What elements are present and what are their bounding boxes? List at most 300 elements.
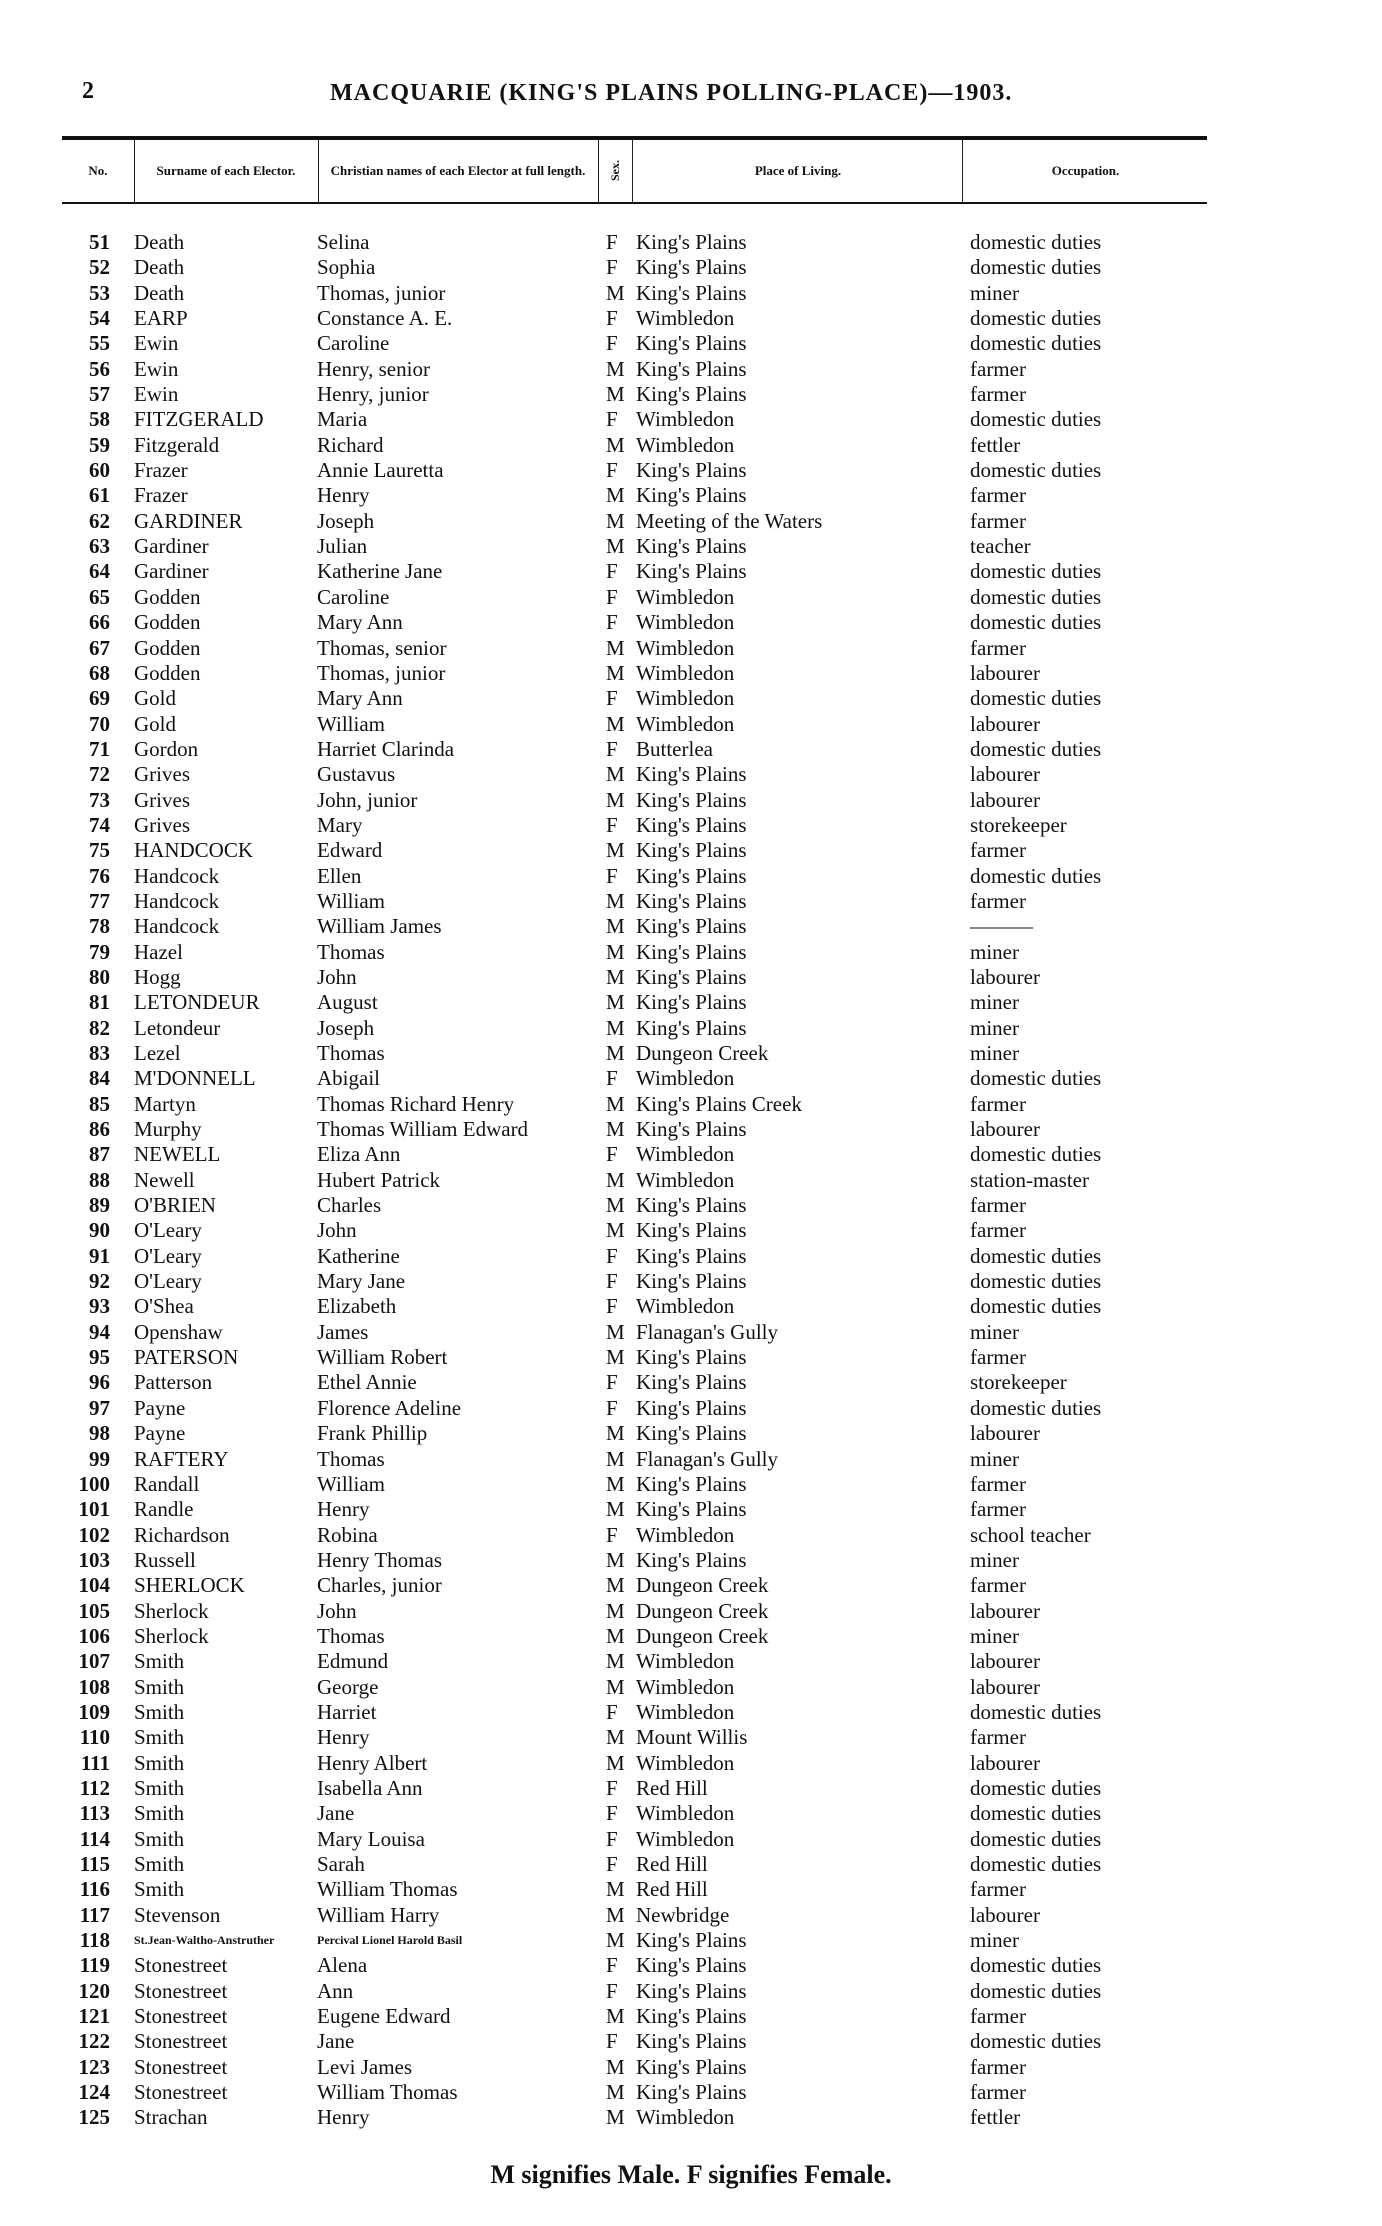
elector-sex: M	[606, 2105, 625, 2130]
elector-number: 97	[89, 1395, 110, 1420]
elector-sex: M	[606, 432, 625, 457]
elector-sex: F	[606, 255, 618, 280]
elector-place: Wimbledon	[636, 635, 735, 660]
table-row	[0, 1193, 1382, 1218]
elector-christian-names: Constance A. E.	[317, 306, 453, 331]
elector-christian-names: Thomas, junior	[317, 280, 446, 305]
elector-place: King's Plains	[636, 1395, 747, 1420]
elector-place: Dungeon Creek	[636, 1041, 769, 1065]
elector-sex: M	[606, 2080, 625, 2105]
table-row	[0, 1979, 1382, 2004]
elector-occupation: miner	[970, 1928, 1019, 1953]
elector-christian-names: Charles	[317, 1193, 382, 1218]
elector-surname: Godden	[134, 660, 201, 685]
elector-occupation: domestic duties	[970, 1801, 1102, 1826]
elector-place: King's Plains	[636, 280, 747, 305]
elector-occupation: farmer	[970, 483, 1026, 508]
elector-surname: Frazer	[134, 483, 188, 508]
elector-number: 68	[89, 660, 110, 685]
elector-sex: M	[606, 1041, 625, 1065]
elector-occupation: farmer	[970, 838, 1026, 863]
elector-place: Wimbledon	[636, 2105, 735, 2130]
elector-surname: Grives	[134, 787, 190, 812]
elector-surname: Richardson	[134, 1522, 230, 1547]
column-header-place: Place of Living.	[754, 163, 842, 178]
table-row	[0, 1827, 1382, 1852]
elector-number: 117	[79, 1902, 110, 1927]
column-divider	[962, 140, 963, 202]
elector-sex: F	[606, 331, 618, 356]
table-row	[0, 889, 1382, 914]
elector-surname: Death	[134, 230, 185, 254]
elector-surname: O'Shea	[134, 1294, 194, 1319]
elector-christian-names: Thomas William Edward	[317, 1117, 529, 1142]
elector-christian-names: Charles, junior	[317, 1573, 442, 1598]
elector-number: 58	[89, 407, 110, 432]
elector-christian-names: Mary Louisa	[317, 1826, 425, 1851]
elector-christian-names: Thomas, senior	[317, 635, 447, 660]
elector-place: Wimbledon	[636, 1522, 735, 1547]
elector-number: 94	[89, 1319, 110, 1344]
elector-place: King's Plains	[636, 2004, 747, 2029]
table-row	[0, 1142, 1382, 1167]
elector-sex: M	[606, 1193, 625, 1218]
elector-christian-names: Harriet Clarinda	[317, 736, 455, 761]
elector-surname: Godden	[134, 584, 201, 609]
elector-christian-names: Joseph	[317, 1015, 375, 1040]
elector-christian-names: Sarah	[317, 1852, 365, 1876]
table-row	[0, 1877, 1382, 1902]
elector-christian-names: Selina	[317, 230, 370, 254]
elector-sex: M	[606, 1117, 625, 1142]
elector-surname: Gold	[134, 711, 176, 736]
elector-surname: Smith	[134, 1750, 185, 1775]
elector-sex: M	[606, 838, 625, 863]
elector-sex: M	[606, 2054, 625, 2079]
elector-number: 100	[78, 1471, 110, 1496]
elector-sex: F	[606, 1142, 618, 1167]
elector-sex: F	[606, 686, 618, 711]
elector-occupation: miner	[970, 1015, 1019, 1040]
elector-occupation: domestic duties	[970, 610, 1102, 635]
elector-surname: Ewin	[134, 382, 179, 407]
elector-place: King's Plains	[636, 2080, 747, 2105]
elector-place: King's Plains	[636, 1547, 747, 1572]
table-row	[0, 559, 1382, 584]
elector-christian-names: Annie Lauretta	[317, 458, 444, 483]
elector-occupation: domestic duties	[970, 1142, 1102, 1167]
table-row	[0, 762, 1382, 787]
table-row	[0, 1421, 1382, 1446]
elector-surname: Payne	[134, 1421, 186, 1446]
elector-occupation: domestic duties	[970, 2029, 1102, 2054]
table-row	[0, 1370, 1382, 1395]
elector-christian-names: Edward	[317, 838, 383, 863]
elector-surname: Hogg	[134, 964, 181, 989]
elector-sex: M	[606, 280, 625, 305]
table-row	[0, 1016, 1382, 1041]
elector-surname: St.Jean-Waltho-Anstruther	[134, 1933, 275, 1948]
elector-occupation: fettler	[970, 2105, 1021, 2130]
elector-christian-names: Thomas, junior	[317, 660, 446, 685]
elector-occupation: domestic duties	[970, 686, 1102, 711]
elector-number: 93	[89, 1294, 110, 1319]
table-row	[0, 610, 1382, 635]
elector-surname: Martyn	[134, 1091, 196, 1116]
elector-place: King's Plains	[636, 964, 747, 989]
elector-number: 86	[89, 1117, 110, 1142]
elector-number: 66	[89, 610, 110, 635]
elector-place: King's Plains	[636, 1269, 747, 1294]
elector-place: Red Hill	[636, 1877, 708, 1902]
elector-christian-names: Mary	[317, 812, 363, 837]
elector-christian-names: Harriet	[317, 1699, 377, 1724]
elector-sex: F	[606, 1243, 618, 1268]
elector-christian-names: William Thomas	[317, 2080, 458, 2105]
elector-number: 124	[78, 2080, 110, 2105]
elector-occupation: farmer	[970, 1573, 1026, 1598]
elector-number: 72	[89, 762, 110, 787]
elector-occupation: miner	[970, 1319, 1019, 1344]
elector-number: 69	[89, 686, 110, 711]
elector-occupation: domestic duties	[970, 458, 1102, 483]
column-header-sex: Sex.	[608, 160, 622, 182]
elector-surname: Grives	[134, 812, 190, 837]
elector-place: Wimbledon	[636, 686, 735, 711]
elector-sex: M	[606, 964, 625, 989]
table-row	[0, 737, 1382, 762]
elector-occupation: domestic duties	[970, 1066, 1102, 1091]
elector-number: 75	[89, 838, 110, 863]
elector-number: 74	[89, 812, 110, 837]
table-row	[0, 1624, 1382, 1649]
table-row	[0, 1320, 1382, 1345]
elector-place: Wimbledon	[636, 1142, 735, 1167]
elector-sex: M	[606, 787, 625, 812]
elector-sex: F	[606, 812, 618, 837]
table-row	[0, 1497, 1382, 1522]
elector-christian-names: Thomas	[317, 1446, 385, 1471]
elector-surname: Murphy	[134, 1117, 202, 1142]
elector-surname: RAFTERY	[134, 1446, 229, 1471]
elector-number: 56	[89, 356, 110, 381]
table-row	[0, 1396, 1382, 1421]
elector-sex: F	[606, 736, 618, 761]
table-row	[0, 1117, 1382, 1142]
elector-sex: F	[606, 458, 618, 483]
elector-occupation: farmer	[970, 382, 1026, 407]
elector-occupation: labourer	[970, 762, 1040, 787]
table-row	[0, 2004, 1382, 2029]
elector-christian-names: Alena	[317, 1953, 368, 1978]
elector-number: 110	[79, 1725, 110, 1750]
column-divider	[318, 140, 319, 202]
elector-place: King's Plains	[636, 838, 747, 863]
elector-christian-names: William Thomas	[317, 1877, 458, 1902]
elector-occupation: miner	[970, 1446, 1019, 1471]
elector-number: 98	[89, 1421, 110, 1446]
elector-sex: F	[606, 1978, 618, 2003]
elector-occupation: domestic duties	[970, 1395, 1102, 1420]
elector-place: King's Plains	[636, 1345, 747, 1370]
table-row	[0, 788, 1382, 813]
elector-sex: F	[606, 1953, 618, 1978]
elector-surname: Frazer	[134, 458, 188, 483]
elector-number: 92	[89, 1269, 110, 1294]
elector-occupation: miner	[970, 939, 1019, 964]
elector-occupation: domestic duties	[970, 407, 1102, 432]
elector-surname: Patterson	[134, 1370, 213, 1395]
elector-surname: Gardiner	[134, 559, 209, 584]
table-row	[0, 1928, 1382, 1953]
elector-occupation: labourer	[970, 1902, 1040, 1927]
elector-sex: F	[606, 559, 618, 584]
elector-place: King's Plains Creek	[636, 1091, 802, 1116]
column-divider	[632, 140, 633, 202]
elector-number: 57	[89, 382, 110, 407]
table-row	[0, 458, 1382, 483]
elector-christian-names: Ellen	[317, 863, 362, 888]
table-row	[0, 2105, 1382, 2130]
elector-christian-names: Katherine Jane	[317, 559, 443, 584]
elector-surname: Lezel	[134, 1041, 181, 1065]
elector-sex: M	[606, 1598, 625, 1623]
table-row	[0, 382, 1382, 407]
elector-christian-names: William	[317, 1471, 385, 1496]
elector-place: King's Plains	[636, 1015, 747, 1040]
elector-surname: Payne	[134, 1395, 186, 1420]
elector-christian-names: William	[317, 888, 385, 913]
elector-occupation: farmer	[970, 2080, 1026, 2105]
table-row	[0, 281, 1382, 306]
elector-christian-names: Mary Jane	[317, 1269, 406, 1294]
elector-surname: PATERSON	[134, 1345, 239, 1370]
table-row	[0, 509, 1382, 534]
elector-sex: M	[606, 1421, 625, 1446]
table-row	[0, 1041, 1382, 1066]
elector-occupation: labourer	[970, 1598, 1040, 1623]
elector-surname: Smith	[134, 1649, 185, 1674]
elector-surname: Smith	[134, 1852, 185, 1876]
table-row	[0, 534, 1382, 559]
table-row	[0, 255, 1382, 280]
elector-sex: M	[606, 1674, 625, 1699]
elector-surname: Ewin	[134, 356, 179, 381]
elector-number: 96	[89, 1370, 110, 1395]
elector-sex: M	[606, 1877, 625, 1902]
elector-occupation: farmer	[970, 1218, 1026, 1243]
elector-sex: M	[606, 1091, 625, 1116]
elector-number: 118	[79, 1928, 110, 1953]
table-row	[0, 1675, 1382, 1700]
elector-christian-names: Caroline	[317, 584, 390, 609]
elector-sex: M	[606, 914, 625, 939]
elector-place: King's Plains	[636, 382, 747, 407]
elector-place: Newbridge	[636, 1902, 730, 1927]
elector-occupation: miner	[970, 1547, 1019, 1572]
elector-sex: M	[606, 635, 625, 660]
elector-place: Meeting of the Waters	[636, 508, 823, 533]
elector-christian-names: Hubert Patrick	[317, 1167, 441, 1192]
elector-place: Wimbledon	[636, 1826, 735, 1851]
elector-christian-names: John	[317, 1598, 357, 1623]
elector-surname: NEWELL	[134, 1142, 221, 1167]
elector-sex: M	[606, 534, 625, 559]
elector-sex: M	[606, 1573, 625, 1598]
elector-place: Dungeon Creek	[636, 1573, 769, 1598]
elector-place: King's Plains	[636, 1497, 747, 1522]
elector-surname: HANDCOCK	[134, 838, 254, 863]
elector-place: King's Plains	[636, 1193, 747, 1218]
elector-number: 76	[89, 863, 110, 888]
elector-occupation: farmer	[970, 1497, 1026, 1522]
elector-place: King's Plains	[636, 559, 747, 584]
elector-occupation: station-master	[970, 1167, 1089, 1192]
elector-surname: LETONDEUR	[134, 990, 260, 1015]
table-row	[0, 2080, 1382, 2105]
elector-surname: O'Leary	[134, 1243, 202, 1268]
column-header-christian-names: Christian names of each Elector at full length.	[330, 163, 586, 178]
elector-occupation: ———	[970, 914, 1033, 939]
elector-number: 121	[78, 2004, 110, 2029]
elector-place: Wimbledon	[636, 306, 735, 331]
elector-sex: M	[606, 1497, 625, 1522]
elector-place: King's Plains	[636, 1928, 747, 1953]
table-row	[0, 306, 1382, 331]
elector-christian-names: William Robert	[317, 1345, 448, 1370]
elector-sex: M	[606, 1623, 625, 1648]
elector-place: King's Plains	[636, 939, 747, 964]
table-row	[0, 1447, 1382, 1472]
elector-christian-names: Thomas	[317, 1623, 385, 1648]
table-row	[0, 940, 1382, 965]
elector-place: Wimbledon	[636, 610, 735, 635]
elector-occupation: farmer	[970, 1193, 1026, 1218]
table-row	[0, 838, 1382, 863]
elector-number: 119	[79, 1953, 110, 1978]
elector-occupation: fettler	[970, 432, 1021, 457]
elector-number: 113	[79, 1801, 110, 1826]
elector-christian-names: Mary Ann	[317, 610, 403, 635]
table-row	[0, 1573, 1382, 1598]
elector-occupation: domestic duties	[970, 559, 1102, 584]
elector-place: Wimbledon	[636, 1066, 735, 1091]
elector-christian-names: Caroline	[317, 331, 390, 356]
elector-occupation: domestic duties	[970, 1269, 1102, 1294]
elector-number: 114	[79, 1826, 110, 1851]
elector-number: 63	[89, 534, 110, 559]
elector-place: King's Plains	[636, 458, 747, 483]
elector-place: King's Plains	[636, 534, 747, 559]
elector-occupation: teacher	[970, 534, 1031, 559]
elector-surname: Handcock	[134, 863, 220, 888]
elector-occupation: school teacher	[970, 1522, 1091, 1547]
elector-christian-names: Ethel Annie	[317, 1370, 417, 1395]
elector-number: 80	[89, 964, 110, 989]
elector-surname: Fitzgerald	[134, 432, 220, 457]
column-header-no: No.	[88, 163, 108, 178]
elector-sex: F	[606, 1826, 618, 1851]
elector-occupation: miner	[970, 1041, 1019, 1065]
elector-surname: Gold	[134, 686, 176, 711]
elector-christian-names: Katherine	[317, 1243, 400, 1268]
elector-surname: Newell	[134, 1167, 195, 1192]
elector-sex: F	[606, 610, 618, 635]
elector-number: 115	[79, 1852, 110, 1876]
elector-place: King's Plains	[636, 2054, 747, 2079]
elector-surname: Openshaw	[134, 1319, 223, 1344]
elector-christian-names: Henry, junior	[317, 382, 429, 407]
elector-place: King's Plains	[636, 863, 747, 888]
column-header-surname: Surname of each Elector.	[156, 163, 296, 178]
elector-surname: Gordon	[134, 736, 199, 761]
elector-surname: Russell	[134, 1547, 196, 1572]
elector-surname: Smith	[134, 1877, 185, 1902]
elector-place: Wimbledon	[636, 1649, 735, 1674]
elector-christian-names: William	[317, 711, 385, 736]
elector-number: 53	[89, 280, 110, 305]
elector-surname: EARP	[134, 306, 188, 331]
elector-number: 81	[89, 990, 110, 1015]
elector-christian-names: Mary Ann	[317, 686, 403, 711]
elector-sex: M	[606, 1446, 625, 1471]
elector-surname: Ewin	[134, 331, 179, 356]
elector-number: 89	[89, 1193, 110, 1218]
elector-number: 83	[89, 1041, 110, 1065]
elector-christian-names: John	[317, 964, 357, 989]
elector-occupation: labourer	[970, 1649, 1040, 1674]
elector-christian-names: Levi James	[317, 2054, 413, 2079]
table-row	[0, 1953, 1382, 1978]
elector-occupation: farmer	[970, 888, 1026, 913]
elector-place: King's Plains	[636, 1218, 747, 1243]
table-row	[0, 2055, 1382, 2080]
elector-sex: M	[606, 508, 625, 533]
table-row	[0, 1700, 1382, 1725]
elector-christian-names: Gustavus	[317, 762, 396, 787]
elector-surname: Smith	[134, 1674, 185, 1699]
elector-christian-names: Henry Albert	[317, 1750, 428, 1775]
elector-place: King's Plains	[636, 230, 747, 254]
elector-occupation: domestic duties	[970, 1775, 1102, 1800]
elector-number: 78	[89, 914, 110, 939]
elector-number: 123	[78, 2054, 110, 2079]
elector-surname: Randall	[134, 1471, 200, 1496]
elector-number: 122	[78, 2029, 110, 2054]
elector-sex: M	[606, 990, 625, 1015]
elector-surname: Stonestreet	[134, 2054, 228, 2079]
elector-surname: Stonestreet	[134, 1978, 228, 2003]
elector-number: 99	[89, 1446, 110, 1471]
elector-sex: F	[606, 1775, 618, 1800]
table-row	[0, 1269, 1382, 1294]
elector-occupation: domestic duties	[970, 736, 1102, 761]
table-row	[0, 1066, 1382, 1091]
elector-occupation: farmer	[970, 1725, 1026, 1750]
elector-place: Butterlea	[636, 736, 713, 761]
elector-surname: FITZGERALD	[134, 407, 264, 432]
elector-number: 88	[89, 1167, 110, 1192]
elector-occupation: farmer	[970, 2054, 1026, 2079]
elector-surname: Stonestreet	[134, 2004, 228, 2029]
elector-occupation: labourer	[970, 711, 1040, 736]
elector-number: 77	[89, 888, 110, 913]
elector-christian-names: Henry	[317, 483, 370, 508]
elector-number: 52	[89, 255, 110, 280]
table-row	[0, 1599, 1382, 1624]
elector-christian-names: Eliza Ann	[317, 1142, 401, 1167]
elector-place: Flanagan's Gully	[636, 1446, 779, 1471]
